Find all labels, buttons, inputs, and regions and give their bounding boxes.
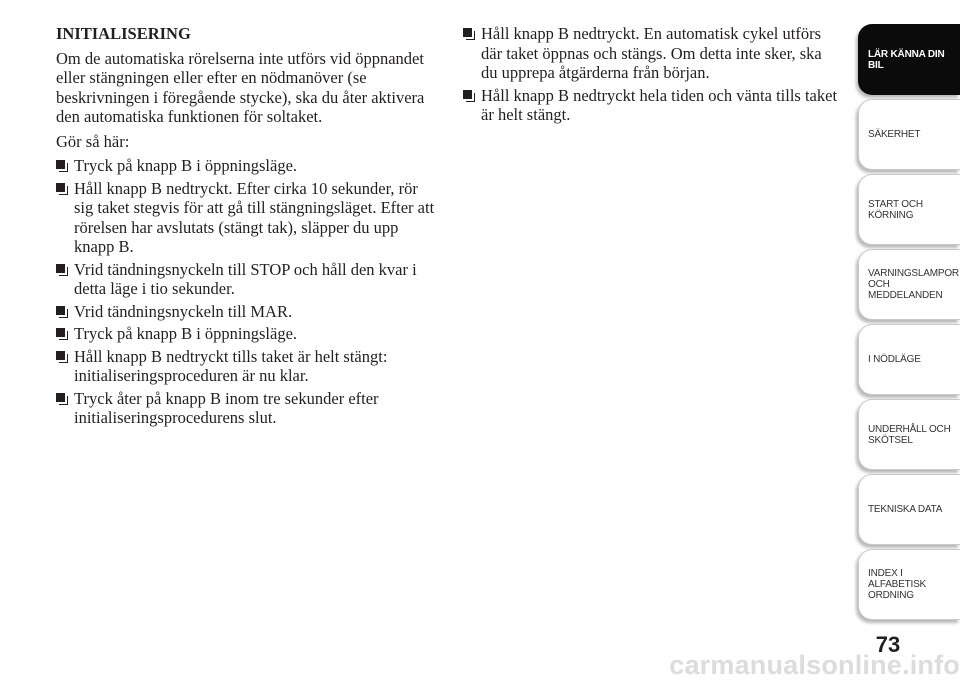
- tab-label: SÄKERHET: [868, 129, 921, 140]
- chapter-tabs: [858, 24, 960, 624]
- tab-underhall-och-skotsel[interactable]: [858, 399, 960, 470]
- instruction-text: Gör så här:: [56, 131, 130, 151]
- checkbox-bullet-icon: [56, 160, 65, 169]
- list-item-text: Håll knapp B nedtryckt. Efter cirka 10 sekunder, rör sig taket stegvis för att gå till stängningsläget. Efter att rörelsen har avslutats (stängt tak), släpper du upp knapp B.: [74, 178, 435, 256]
- list-item-text: Tryck på knapp B i öppningsläge.: [74, 324, 298, 343]
- tab-label: UNDERHÅLL OCH SKÖTSEL: [868, 423, 951, 446]
- tab-lar-kanna-din-bil[interactable]: [858, 24, 960, 95]
- checkbox-bullet-icon: [463, 28, 472, 37]
- list-item-text: Håll knapp B nedtryckt hela tiden och vänta tills taket är helt stängt.: [481, 85, 838, 124]
- list-item: [56, 302, 441, 322]
- checkbox-bullet-icon: [56, 328, 65, 337]
- tab-label: I NÖDLÄGE: [868, 354, 921, 365]
- intro-paragraph: Om de automatiska rörelserna inte utförs vid öppnandet eller stängningen eller efter en nödmanöver (se beskrivningen i föregående stycke), ska du åter aktivera den automatiska funktionen för soltaket.: [56, 48, 425, 126]
- section-heading: INITIALISERING: [56, 24, 191, 43]
- tab-tekniska-data[interactable]: [858, 474, 960, 545]
- tab-label: VARNINGSLAMPOR OCH MEDDELANDEN: [868, 268, 959, 301]
- list-item-text: Håll knapp B nedtryckt tills taket är helt stängt: initialiseringsproceduren är nu klar.: [74, 346, 388, 385]
- list-item: [56, 347, 441, 386]
- tab-sakerhet[interactable]: [858, 99, 960, 170]
- list-item: [56, 389, 441, 428]
- tab-i-nodlage[interactable]: [858, 324, 960, 395]
- list-item: [56, 324, 441, 344]
- tab-label: START OCH KÖRNING: [868, 198, 923, 221]
- list-item-text: Vrid tändningsnyckeln till MAR.: [74, 301, 293, 321]
- list-item: [56, 156, 441, 176]
- list-item-text: Vrid tändningsnyckeln till STOP och håll den kvar i detta läge i tio sekunder.: [74, 259, 417, 298]
- tab-varningslampor[interactable]: [858, 249, 960, 320]
- watermark: carmanualsonline.info: [669, 650, 960, 680]
- tab-start-och-korning[interactable]: [858, 174, 960, 245]
- list-item: [463, 24, 838, 83]
- checkbox-bullet-icon: [56, 351, 65, 360]
- tab-label: LÄR KÄNNA DIN BIL: [868, 48, 945, 71]
- list-item-text: Tryck på knapp B i öppningsläge.: [74, 156, 298, 175]
- tab-index[interactable]: [858, 549, 960, 620]
- checkbox-bullet-icon: [56, 393, 65, 402]
- right-column: [463, 24, 838, 128]
- page-number: 73: [875, 632, 901, 657]
- list-item-text: Håll knapp B nedtryckt. En automatisk cykel utförs där taket öppnas och stängs. Om detta inte sker, ska du upprepa åtgärderna från början.: [481, 24, 822, 82]
- list-item: [56, 179, 441, 257]
- checkbox-bullet-icon: [56, 306, 65, 315]
- checkbox-bullet-icon: [463, 90, 472, 99]
- tab-label: INDEX I ALFABETISK ORDNING: [868, 568, 927, 601]
- left-column: [56, 24, 441, 431]
- checkbox-bullet-icon: [56, 183, 65, 192]
- checkbox-bullet-icon: [56, 264, 65, 273]
- list-item: [463, 86, 838, 125]
- list-item: [56, 260, 441, 299]
- list-item-text: Tryck åter på knapp B inom tre sekunder efter initialiseringsprocedurens slut.: [74, 388, 379, 427]
- tab-label: TEKNISKA DATA: [868, 504, 943, 515]
